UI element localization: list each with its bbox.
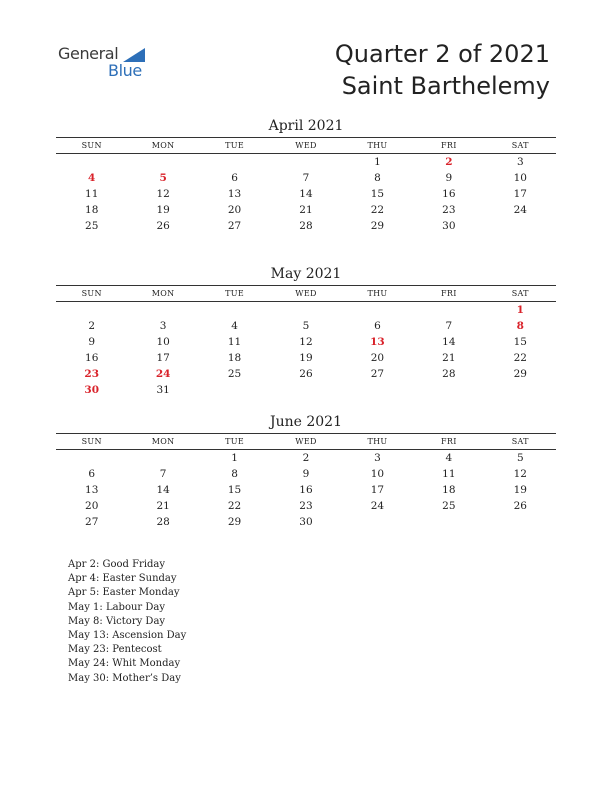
weekday-label: WED: [295, 437, 317, 446]
week-row: [56, 498, 556, 514]
day-cell: 5: [159, 172, 167, 184]
day-cell: 18: [442, 484, 456, 496]
day-cell: 19: [513, 484, 527, 496]
day-cell: 23: [442, 204, 456, 216]
weekday-label: TUE: [225, 289, 244, 298]
day-cell: 13: [85, 484, 99, 496]
day-cell: 5: [516, 452, 524, 464]
day-cell: 18: [227, 352, 242, 364]
holiday-entry: May 13: Ascension Day: [68, 630, 187, 642]
day-cell: [413, 382, 484, 398]
day-cell: 26: [299, 368, 313, 380]
weekday-label: SUN: [81, 437, 102, 446]
week-row: [56, 482, 556, 498]
holiday-entry: May 23: Pentecost: [68, 644, 162, 656]
weekday-label: SAT: [511, 141, 529, 150]
day-cell: 25: [442, 500, 456, 512]
week-row: [56, 170, 556, 186]
day-cell: 30: [299, 516, 313, 528]
day-cell: 8: [516, 320, 524, 332]
weekday-label: FRI: [441, 437, 457, 446]
day-cell: 15: [370, 188, 385, 200]
day-cell: 31: [156, 384, 170, 396]
day-cell: 6: [231, 172, 238, 184]
day-cell: 10: [370, 468, 385, 480]
weekday-label: THU: [367, 437, 388, 446]
day-cell: 15: [513, 336, 527, 348]
month-june: [56, 413, 556, 530]
month-title: May 2021: [270, 266, 342, 282]
day-cell: [56, 450, 127, 466]
day-cell: 2: [88, 320, 96, 332]
day-cell: 21: [442, 352, 456, 364]
day-cell: 19: [299, 352, 313, 364]
month-may: [56, 265, 556, 398]
week-row: [56, 218, 556, 234]
month-april: [56, 117, 556, 234]
day-cell: 12: [156, 188, 170, 200]
day-cell: 9: [445, 172, 453, 184]
weekday-label: FRI: [441, 141, 457, 150]
weekday-label: MON: [151, 437, 175, 446]
day-cell: 4: [88, 172, 96, 184]
holiday-entry: Apr 2: Good Friday: [68, 559, 166, 570]
title-quarter: Quarter 2 of 2021: [334, 40, 550, 68]
day-cell: 13: [227, 188, 242, 200]
day-cell: 1: [231, 452, 238, 464]
day-cell: 3: [159, 320, 167, 332]
day-cell: [127, 154, 198, 170]
day-cell: 6: [88, 468, 96, 480]
day-cell: 14: [442, 336, 456, 348]
day-cell: 27: [85, 516, 99, 528]
weekday-header: [56, 285, 556, 302]
weekday-label: SAT: [511, 289, 529, 298]
day-cell: 30: [84, 384, 100, 396]
weekday-label: TUE: [225, 437, 244, 446]
day-cell: 16: [299, 484, 313, 496]
day-cell: 20: [85, 500, 99, 512]
weekday-header: [56, 433, 556, 450]
logo: [58, 44, 158, 82]
day-cell: 22: [513, 352, 527, 364]
title-country: Saint Barthelemy: [341, 72, 550, 100]
day-cell: 10: [513, 172, 527, 184]
weekday-label: SUN: [81, 289, 102, 298]
day-cell: 24: [370, 500, 385, 512]
day-cell: [199, 302, 270, 318]
day-cell: [342, 302, 413, 318]
day-cell: [413, 302, 484, 318]
day-cell: 1: [516, 304, 524, 316]
day-cell: 9: [302, 468, 310, 480]
day-cell: 26: [156, 220, 170, 232]
day-cell: 29: [513, 368, 527, 380]
week-row: [56, 514, 556, 530]
day-cell: 13: [370, 336, 385, 348]
week-row: [56, 450, 556, 466]
day-cell: 17: [513, 188, 527, 200]
weekday-label: SUN: [81, 141, 102, 150]
day-cell: 15: [227, 484, 242, 496]
day-cell: 22: [370, 204, 385, 216]
day-cell: [485, 218, 556, 234]
day-cell: 30: [442, 220, 456, 232]
day-cell: 20: [227, 204, 242, 216]
day-cell: 19: [156, 204, 170, 216]
month-title: June 2021: [269, 414, 342, 430]
day-cell: 23: [299, 500, 313, 512]
holiday-entry: Apr 5: Easter Monday: [68, 587, 180, 599]
month-title: April 2021: [268, 118, 344, 134]
logo-word-blue: Blue: [108, 61, 142, 80]
day-cell: 17: [370, 484, 385, 496]
day-cell: 27: [227, 220, 242, 232]
week-row: [56, 302, 556, 318]
weekday-header: [56, 137, 556, 154]
day-cell: 11: [227, 336, 242, 348]
day-cell: 4: [445, 452, 453, 464]
logo-word-general: General: [58, 44, 119, 63]
day-cell: 12: [513, 468, 527, 480]
day-cell: [342, 514, 413, 530]
day-cell: 11: [442, 468, 456, 480]
day-cell: 18: [85, 204, 99, 216]
day-cell: 6: [374, 320, 381, 332]
week-row: [56, 318, 556, 334]
day-cell: 2: [302, 452, 310, 464]
day-cell: 7: [159, 468, 167, 480]
logo-triangle-icon: [123, 48, 145, 62]
day-cell: [199, 154, 270, 170]
day-cell: 16: [85, 352, 99, 364]
weekday-label: MON: [151, 141, 175, 150]
day-cell: 7: [445, 320, 453, 332]
week-row: [56, 334, 556, 350]
day-cell: [270, 382, 341, 398]
day-cell: 27: [370, 368, 385, 380]
day-cell: 3: [374, 452, 381, 464]
day-cell: 25: [85, 220, 99, 232]
weekday-label: THU: [367, 289, 388, 298]
day-cell: 14: [299, 188, 313, 200]
day-cell: 29: [227, 516, 242, 528]
day-cell: 14: [156, 484, 170, 496]
week-row: [56, 154, 556, 170]
week-row: [56, 186, 556, 202]
day-cell: 28: [299, 220, 313, 232]
day-cell: 2: [445, 156, 453, 168]
day-cell: [485, 514, 556, 530]
day-cell: 5: [302, 320, 310, 332]
day-cell: 4: [231, 320, 238, 332]
day-cell: 1: [374, 156, 381, 168]
day-cell: [270, 154, 341, 170]
weekday-label: FRI: [441, 289, 457, 298]
day-cell: 22: [227, 500, 242, 512]
holiday-entry: Apr 4: Easter Sunday: [68, 573, 177, 585]
day-cell: 20: [370, 352, 385, 364]
weekday-label: THU: [367, 141, 388, 150]
weekday-label: TUE: [225, 141, 244, 150]
day-cell: [342, 382, 413, 398]
day-cell: [270, 302, 341, 318]
page-title: [335, 38, 550, 102]
day-cell: [199, 382, 270, 398]
day-cell: 25: [227, 368, 242, 380]
holiday-entry: May 30: Mother’s Day: [68, 672, 181, 684]
day-cell: 11: [85, 188, 99, 200]
week-row: [56, 466, 556, 482]
day-cell: 29: [370, 220, 385, 232]
day-cell: 28: [156, 516, 170, 528]
day-cell: 21: [156, 500, 170, 512]
day-cell: 28: [442, 368, 456, 380]
day-cell: 21: [299, 204, 313, 216]
weekday-label: WED: [295, 289, 317, 298]
day-cell: 9: [88, 336, 96, 348]
day-cell: 12: [299, 336, 313, 348]
week-row: [56, 382, 556, 398]
day-cell: [127, 302, 198, 318]
weekday-label: SAT: [511, 437, 529, 446]
day-cell: [127, 450, 198, 466]
day-cell: 23: [84, 368, 100, 380]
day-cell: 8: [231, 468, 238, 480]
week-row: [56, 366, 556, 382]
day-cell: 3: [516, 156, 524, 168]
day-cell: 26: [513, 500, 527, 512]
weekday-label: WED: [295, 141, 317, 150]
week-row: [56, 350, 556, 366]
week-row: [56, 202, 556, 218]
day-cell: 24: [155, 368, 171, 380]
day-cell: 24: [513, 204, 527, 216]
day-cell: 8: [374, 172, 381, 184]
holiday-entry: May 1: Labour Day: [68, 601, 165, 613]
day-cell: [413, 514, 484, 530]
holiday-entry: May 8: Victory Day: [68, 615, 166, 627]
day-cell: [56, 154, 127, 170]
day-cell: 16: [442, 188, 456, 200]
day-cell: 7: [302, 172, 310, 184]
day-cell: [56, 302, 127, 318]
day-cell: 10: [156, 336, 170, 348]
holiday-list: [68, 558, 186, 686]
holiday-entry: May 24: Whit Monday: [68, 658, 181, 670]
weekday-label: MON: [151, 289, 175, 298]
day-cell: [485, 382, 556, 398]
day-cell: 17: [156, 352, 170, 364]
